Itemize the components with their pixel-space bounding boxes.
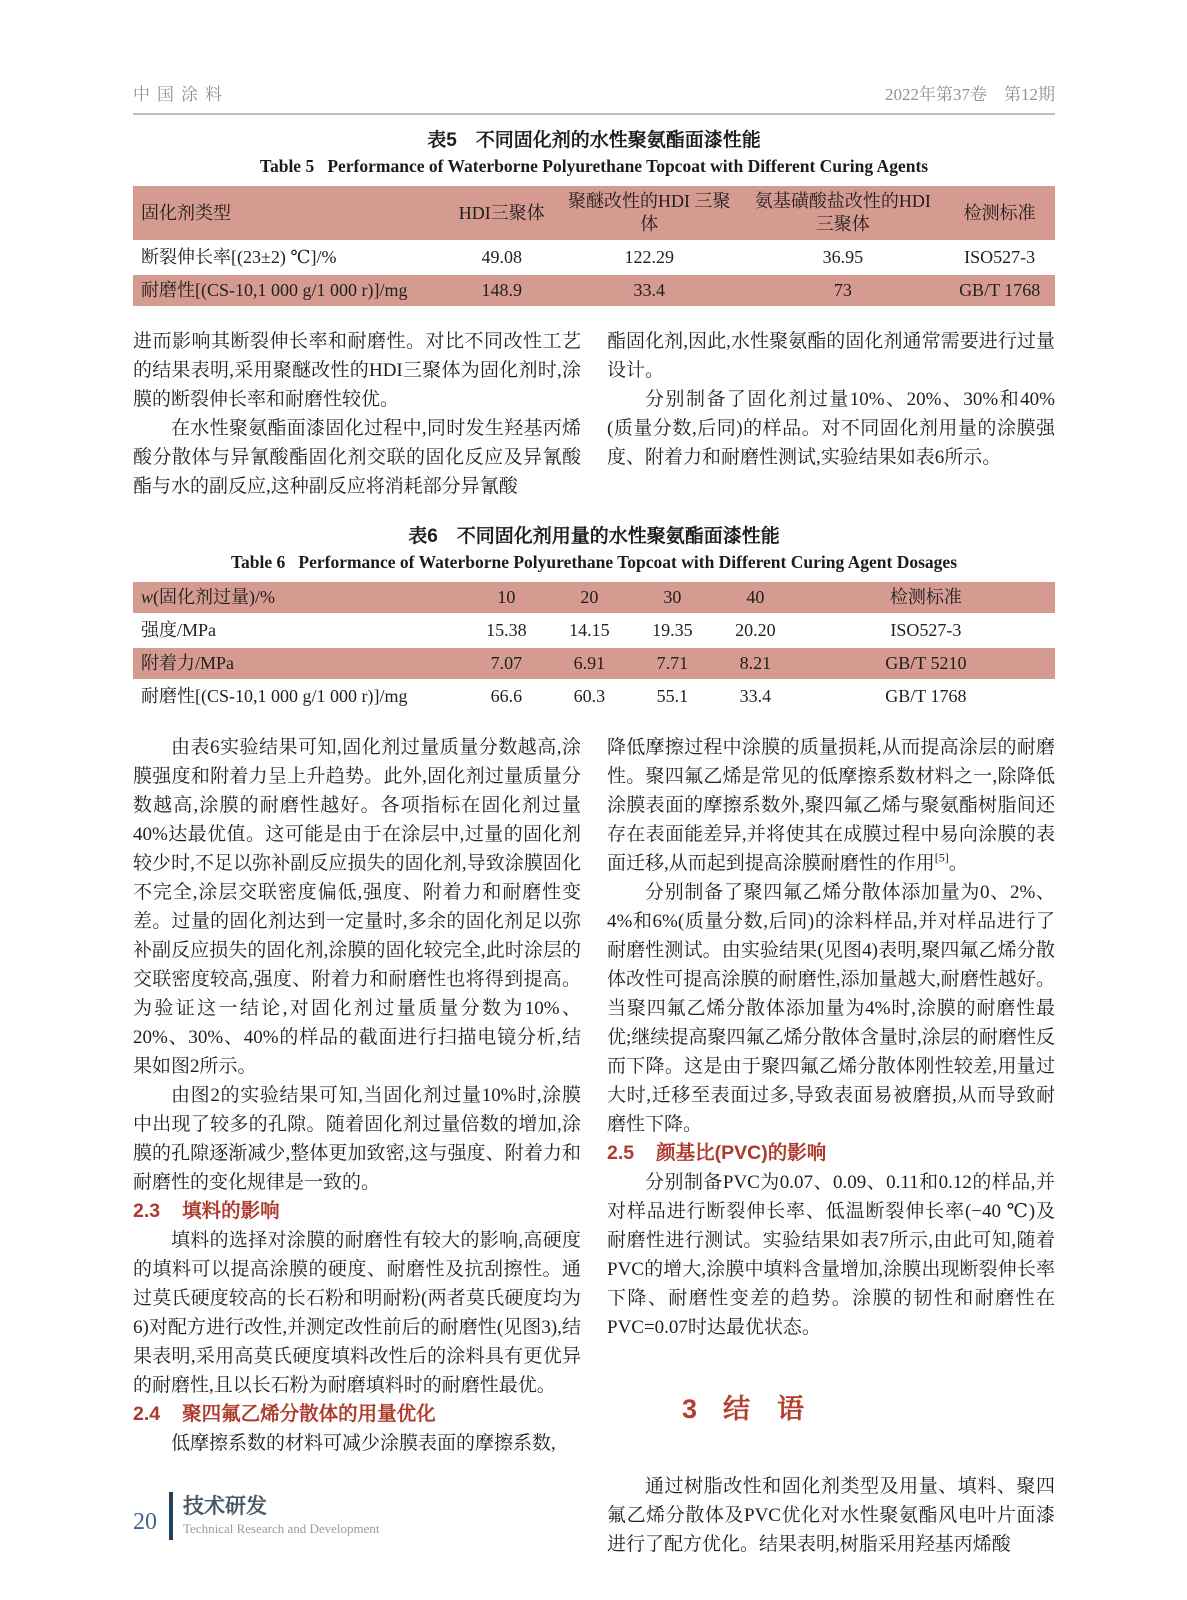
paragraph-text: 降低摩擦过程中涂膜的质量损耗,从而提高涂层的耐磨性。聚四氟乙烯是常见的低摩擦系数材料之一,除降低涂膜表面的摩擦系数外,聚四氟乙烯与聚氨酯树脂间还存在表面能差异,并将使其在成膜过程中易向涂膜的表面迁移,从而起到提高涂膜耐磨性的作用 xyxy=(607,737,1055,874)
section-heading-2-3 xyxy=(133,1197,581,1226)
section-heading-2-4 xyxy=(133,1400,581,1429)
table5-cell: 148.9 xyxy=(446,274,557,307)
section-heading-3 xyxy=(607,1355,1055,1463)
table6-cell: 8.21 xyxy=(714,647,797,680)
paragraph: 在水性聚氨酯面漆固化过程中,同时发生羟基丙烯酸分散体与异氰酸酯固化剂交联的固化反应及异氰酸酯与水的副反应,这种副反应将消耗部分异氰酸 xyxy=(133,418,581,497)
issue-info: 2022年第37卷 第12期 xyxy=(885,85,1055,104)
table5-cell: GB/T 1768 xyxy=(944,274,1055,307)
table6-cell: 20.20 xyxy=(714,614,797,647)
paragraph: 酯固化剂,因此,水性聚氨酯的固化剂通常需要进行过量设计。 xyxy=(607,331,1055,381)
table5-row xyxy=(133,274,1055,307)
table5-title-cn: 表5 不同固化剂的水性聚氨酯面漆性能 xyxy=(427,130,761,151)
section-title: 聚四氟乙烯分散体的用量优化 xyxy=(182,1403,436,1425)
paragraph: 分别制备了固化剂过量10%、20%、30%和40%(质量分数,后同)的样品。对不同固化剂用量的涂膜强度、附着力和耐磨性测试,实验结果如表6所示。 xyxy=(607,389,1055,468)
section-title: 结 语 xyxy=(723,1394,805,1424)
table6-header-cell: 40 xyxy=(714,582,797,614)
table5-block xyxy=(133,128,1055,308)
paragraph: 由图2的实验结果可知,当固化剂过量10%时,涂膜中出现了较多的孔隙。随着固化剂过量倍数的增加,涂膜的孔隙逐渐减少,整体更加致密,这与强度、附着力和耐磨性的变化规律是一致的。 xyxy=(133,1085,581,1193)
table6-cell: 7.07 xyxy=(465,647,548,680)
table5-header-cell: HDI三聚体 xyxy=(446,186,557,241)
table6-cell: 7.71 xyxy=(631,647,714,680)
section-number: 2.3 xyxy=(133,1200,161,1222)
table6-cell: 19.35 xyxy=(631,614,714,647)
section-heading-2-5 xyxy=(607,1139,1055,1168)
paragraph: 分别制备了聚四氟乙烯分散体添加量为0、2%、4%和6%(质量分数,后同)的涂料样品,并对样品进行了耐磨性测试。由实验结果(见图4)表明,聚四氟乙烯分散体改性可提高涂膜的耐磨性,添加量越大,耐磨性越好。当聚四氟乙烯分散体添加量为4%时,涂膜的耐磨性最优;继续提高聚四氟乙烯分散体含量时,涂层的耐磨性反而下降。这是由于聚四氟乙烯分散体刚性较差,用量过大时,迁移至表面过多,导致表面易被磨损,从而导致耐磨性下降。 xyxy=(607,882,1055,1135)
table6-header-cell: 10 xyxy=(465,582,548,614)
page-footer xyxy=(133,1492,380,1540)
paragraph xyxy=(607,733,1055,878)
section-title: 填料的影响 xyxy=(182,1200,280,1222)
section-number: 3 xyxy=(682,1394,698,1424)
footer-divider xyxy=(169,1492,173,1540)
table6-header-cell xyxy=(133,582,465,614)
running-header xyxy=(133,80,1055,115)
table5-cell: 122.29 xyxy=(557,241,741,274)
table5-title-en: Table 5 Performance of Waterborne Polyurethane Topcoat with Different Curing Agents xyxy=(259,156,929,176)
paragraph: 分别制备PVC为0.07、0.09、0.11和0.12的样品,并对样品进行断裂伸长率、低温断裂伸长率(−40 ℃)及耐磨性进行测试。实验结果如表7所示,由此可知,随着PVC的增大,涂膜中填料含量增加,涂膜出现断裂伸长率下降、耐磨性变差的趋势。涂膜的韧性和耐磨性在PVC=0.07时达最优状态。 xyxy=(607,1172,1055,1338)
table6-header-row xyxy=(133,582,1055,614)
paragraph: 通过树脂改性和固化剂类型及用量、填料、聚四氟乙烯分散体及PVC优化对水性聚氨酯风电叶片面漆进行了配方优化。结果表明,树脂采用羟基丙烯酸 xyxy=(607,1476,1055,1555)
table6-header-cell: 30 xyxy=(631,582,714,614)
header-rest: (固化剂过量)/% xyxy=(153,587,275,607)
paragraph: 填料的选择对涂膜的耐磨性有较大的影响,高硬度的填料可以提高涂膜的硬度、耐磨性及抗刮擦性。通过莫氏硬度较高的长石粉和明耐粉(两者莫氏硬度均为6)对配方进行改性,并测定改性前后的耐磨性(见图3),结果表明,采用高莫氏硬度填料改性后的涂料具有更优异的耐磨性,且以长石粉为耐磨填料时的耐磨性最优。 xyxy=(133,1230,581,1396)
journal-name: 中国涂料 xyxy=(133,85,229,104)
table5-cell: 73 xyxy=(742,274,945,307)
paragraph: 低摩擦系数的材料可减少涂膜表面的摩擦系数, xyxy=(171,1433,556,1454)
paragraph: 进而影响其断裂伸长率和耐磨性。对比不同改性工艺的结果表明,采用聚醚改性的HDI三聚体为固化剂时,涂膜的断裂伸长率和耐磨性较优。 xyxy=(133,331,581,410)
table6-title-cn: 表6 不同固化剂用量的水性聚氨酯面漆性能 xyxy=(408,526,780,547)
table6-cell: GB/T 5210 xyxy=(797,647,1055,680)
table6-row xyxy=(133,614,1055,647)
table6-row xyxy=(133,647,1055,680)
footer-section xyxy=(183,1494,380,1538)
table5-header-row xyxy=(133,186,1055,241)
w-symbol: w xyxy=(141,587,154,607)
table5-cell: 断裂伸长率[(23±2) ℃]/% xyxy=(133,241,446,274)
paragraph-text: 。 xyxy=(948,853,968,874)
table6-cell: 66.6 xyxy=(465,680,548,713)
table6-cell: ISO527-3 xyxy=(797,614,1055,647)
table5-cell: ISO527-3 xyxy=(944,241,1055,274)
table6-cell: 33.4 xyxy=(714,680,797,713)
section-number: 2.5 xyxy=(607,1142,635,1164)
section-title: 颜基比(PVC)的影响 xyxy=(656,1142,827,1164)
intro-columns xyxy=(133,327,1055,501)
table6-header-cell: 20 xyxy=(548,582,631,614)
table6-cell: 耐磨性[(CS-10,1 000 g/1 000 r)]/mg xyxy=(133,680,465,713)
main-columns xyxy=(133,733,1055,1559)
main-left-column xyxy=(133,733,581,1559)
table6-row xyxy=(133,680,1055,713)
table5-header-cell: 聚醚改性的HDI 三聚体 xyxy=(557,186,741,241)
table6-block xyxy=(133,524,1055,714)
table5-cell: 49.08 xyxy=(446,241,557,274)
table6-cell: 6.91 xyxy=(548,647,631,680)
section-number: 2.4 xyxy=(133,1403,161,1425)
paragraph: 由表6实验结果可知,固化剂过量质量分数越高,涂膜强度和附着力呈上升趋势。此外,固化剂过量质量分数越高,涂膜的耐磨性越好。各项指标在固化剂过量40%达最优值。这可能是由于在涂层中,过量的固化剂较少时,不足以弥补副反应损失的固化剂,导致涂膜固化不完全,涂层交联密度偏低,强度、附着力和耐磨性变差。过量的固化剂达到一定量时,多余的固化剂足以弥补副反应损失的固化剂,涂膜的固化较完全,此时涂层的交联密度较高,强度、附着力和耐磨性也将得到提高。为验证这一结论,对固化剂过量质量分数为10%、20%、30%、40%的样品的截面进行扫描电镜分析,结果如图2所示。 xyxy=(133,737,581,1077)
intro-left-column xyxy=(133,327,581,501)
table5-cell: 33.4 xyxy=(557,274,741,307)
table6-cell: 附着力/MPa xyxy=(133,647,465,680)
main-right-column xyxy=(607,733,1055,1559)
table6-cell: 强度/MPa xyxy=(133,614,465,647)
table5-row xyxy=(133,241,1055,274)
footer-section-cn: 技术研发 xyxy=(183,1495,267,1518)
table5 xyxy=(133,186,1055,308)
table6-cell: 55.1 xyxy=(631,680,714,713)
table5-header-cell: 检测标准 xyxy=(944,186,1055,241)
table6-cell: 14.15 xyxy=(548,614,631,647)
table5-header-cell: 固化剂类型 xyxy=(133,186,446,241)
intro-right-column xyxy=(607,327,1055,501)
footer-section-en: Technical Research and Development xyxy=(183,1521,380,1536)
table6-cell: GB/T 1768 xyxy=(797,680,1055,713)
table6-cell: 15.38 xyxy=(465,614,548,647)
table6-cell: 60.3 xyxy=(548,680,631,713)
table5-header-cell: 氨基磺酸盐改性的HDI三聚体 xyxy=(742,186,945,241)
table6-title-en: Table 6 Performance of Waterborne Polyurethane Topcoat with Different Curing Agent Dosages xyxy=(230,552,958,572)
page-number: 20 xyxy=(133,1509,157,1535)
table5-cell: 36.95 xyxy=(742,241,945,274)
table6 xyxy=(133,582,1055,714)
page-content xyxy=(133,128,1055,1559)
table5-cell: 耐磨性[(CS-10,1 000 g/1 000 r)]/mg xyxy=(133,274,446,307)
table6-header-cell: 检测标准 xyxy=(797,582,1055,614)
citation-ref: [5] xyxy=(934,850,949,865)
